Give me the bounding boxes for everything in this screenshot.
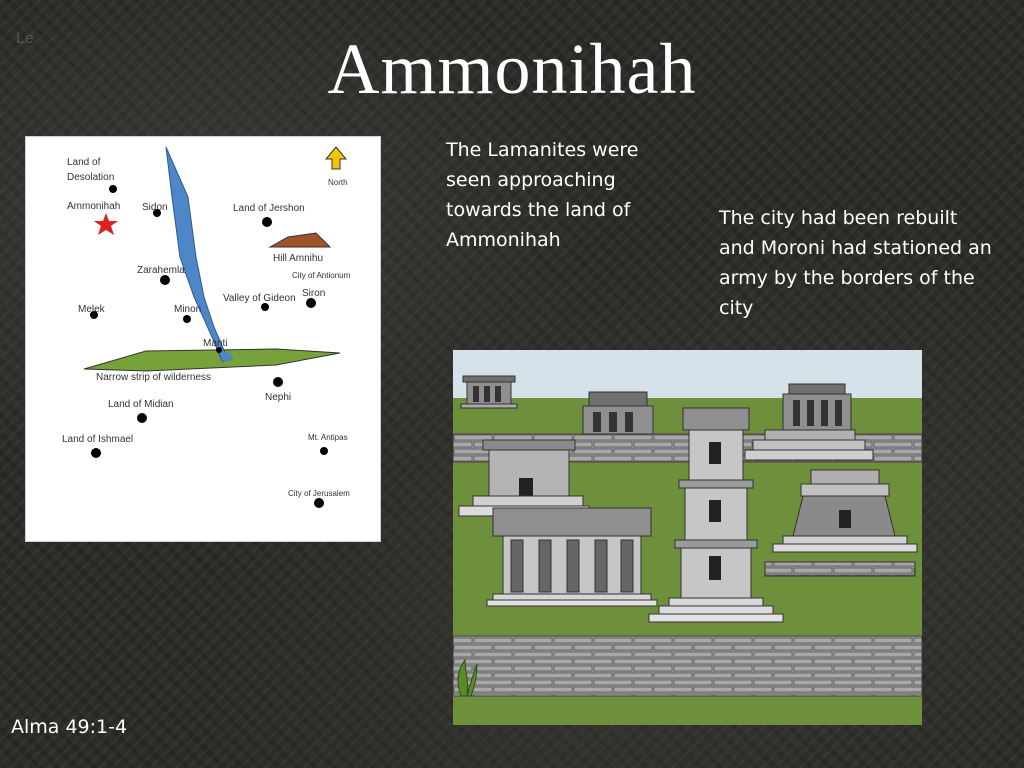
label-jerusalem: City of Jerusalem — [288, 489, 350, 498]
north-arrow-icon — [326, 147, 346, 169]
caption-city-rebuilt: The city had been rebuilt and Moroni had stationed an army by the borders of the city — [719, 207, 992, 319]
dot-antipas — [320, 447, 328, 455]
dot-minon — [183, 315, 191, 323]
label-desolation: Desolation — [67, 172, 115, 183]
label-antionum: City of Antionum — [292, 271, 351, 280]
wilderness-strip — [84, 349, 340, 371]
building-colonnade — [487, 508, 657, 606]
map-svg — [26, 137, 380, 541]
dot-nephi — [273, 377, 283, 387]
city-svg — [453, 350, 922, 725]
hill-amnihu-shape — [270, 233, 330, 247]
sky — [453, 350, 922, 400]
label-melek: Melek — [78, 304, 105, 315]
label-ammonihah: Ammonihah — [67, 201, 121, 212]
ammonihah-star — [94, 213, 118, 235]
label-ishmael: Land of Ishmael — [62, 434, 134, 445]
label-minon: Minon — [174, 304, 202, 315]
manti-river-mouth — [222, 352, 232, 362]
label-siron: Siron — [302, 288, 326, 299]
dot-siron — [306, 298, 316, 308]
label-antipas: Mt. Antipas — [308, 433, 348, 442]
temple-far-left — [461, 376, 517, 408]
dot-zarahemla — [160, 275, 170, 285]
label-gideon: Valley of Gideon — [223, 293, 296, 304]
label-land-of: Land of — [67, 157, 101, 168]
temple-far-center — [583, 392, 653, 434]
front-wall — [453, 636, 922, 696]
label-nephi: Nephi — [265, 392, 292, 403]
dot-ishmael — [91, 448, 101, 458]
label-narrow-strip: Narrow strip of wilderness — [96, 372, 212, 383]
dot-midian — [137, 413, 147, 423]
dot-jershon — [262, 217, 272, 227]
label-hill-amnihu: Hill Amnihu — [273, 253, 324, 264]
north-label: North — [328, 178, 348, 187]
label-manti: Manti — [203, 338, 228, 349]
caption-lamanites: The Lamanites were seen approaching towards the land of Ammonihah — [446, 139, 639, 251]
dot-gideon — [261, 303, 269, 311]
map-panel — [25, 136, 381, 542]
dot-desolation — [109, 185, 117, 193]
label-jershon: Land of Jershon — [233, 203, 305, 214]
label-zarahemla: Zarahemla — [137, 265, 185, 276]
label-sidon: Sidon — [142, 202, 168, 213]
dot-jerusalem — [314, 498, 324, 508]
label-midian: Land of Midian — [108, 399, 174, 410]
slide-title: Ammonihah — [327, 29, 697, 109]
ghost-text: Le — [16, 30, 34, 47]
city-illustration — [453, 350, 922, 725]
scripture-reference: Alma 49:1-4 — [11, 716, 128, 738]
river-sidon — [166, 147, 232, 361]
